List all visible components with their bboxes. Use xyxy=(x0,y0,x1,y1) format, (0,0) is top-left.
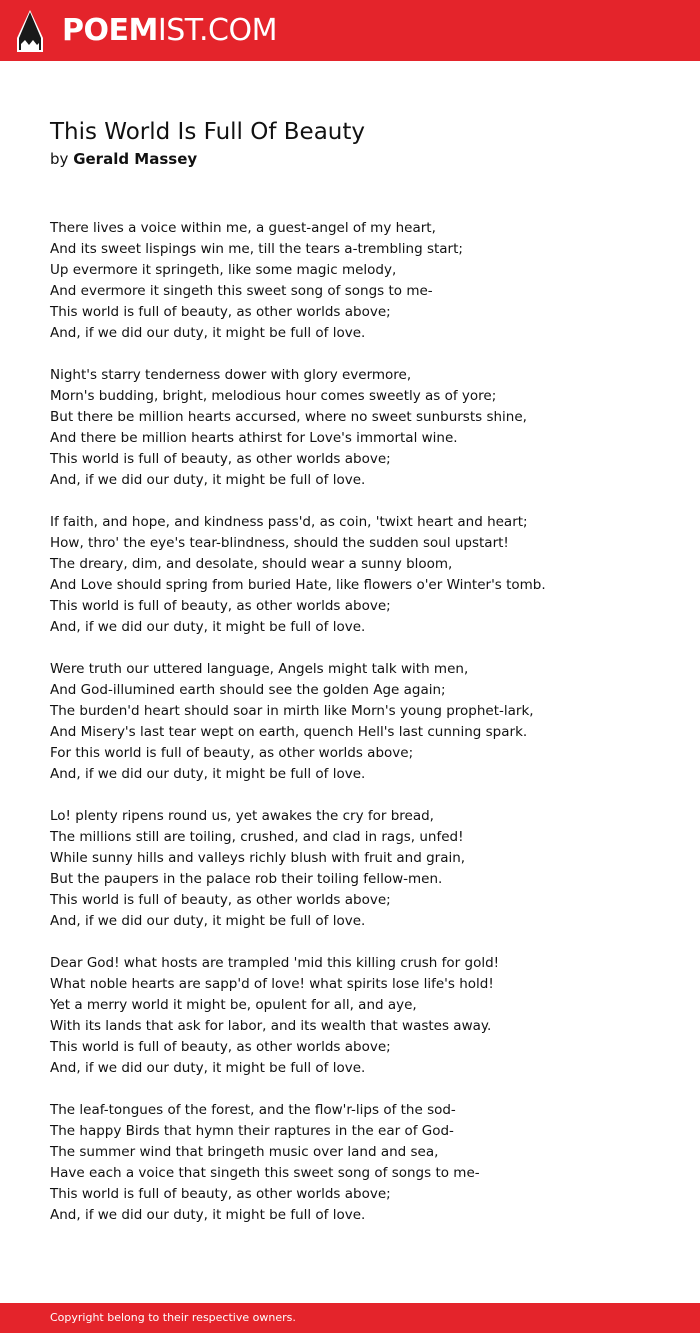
poem-line: Morn's budding, bright, melodious hour comes sweetly as of yore; xyxy=(50,388,497,404)
logo-light-text: IST.COM xyxy=(157,13,277,48)
poem-line: This world is full of beauty, as other worlds above; xyxy=(50,892,391,908)
poem-line: This world is full of beauty, as other worlds above; xyxy=(50,451,391,467)
poem-line: Yet a merry world it might be, opulent for all, and aye, xyxy=(50,997,417,1013)
poem-line: The happy Birds that hymn their raptures in the ear of God- xyxy=(50,1123,454,1139)
by-label: by xyxy=(50,150,69,168)
poem-line: Have each a voice that singeth this sweet song of songs to me- xyxy=(50,1165,480,1181)
poem-line: This world is full of beauty, as other worlds above; xyxy=(50,1039,391,1055)
poem-line: But there be million hearts accursed, where no sweet sunbursts shine, xyxy=(50,409,527,425)
poem-line: And evermore it singeth this sweet song of songs to me- xyxy=(50,283,433,299)
stanza xyxy=(50,512,680,638)
poem-line: And, if we did our duty, it might be full of love. xyxy=(50,619,366,635)
poem-line: And, if we did our duty, it might be full of love. xyxy=(50,1060,366,1076)
poem-line: Were truth our uttered language, Angels might talk with men, xyxy=(50,661,469,677)
poem-line: The millions still are toiling, crushed, and clad in rags, unfed! xyxy=(50,829,464,845)
poem-line: The burden'd heart should soar in mirth like Morn's young prophet-lark, xyxy=(50,703,534,719)
poem-line: How, thro' the eye's tear-blindness, should the sudden soul upstart! xyxy=(50,535,509,551)
poem-line: Dear God! what hosts are trampled 'mid this killing crush for gold! xyxy=(50,955,500,971)
poem-line: And, if we did our duty, it might be full of love. xyxy=(50,913,366,929)
stanza xyxy=(50,365,680,491)
poem-line: And Love should spring from buried Hate, like flowers o'er Winter's tomb. xyxy=(50,577,546,593)
site-header xyxy=(0,0,700,61)
stanza xyxy=(50,1100,680,1226)
poem-line: This world is full of beauty, as other worlds above; xyxy=(50,598,391,614)
poem-line: With its lands that ask for labor, and its wealth that wastes away. xyxy=(50,1018,492,1034)
stanza xyxy=(50,953,680,1079)
poem-body xyxy=(50,218,680,1247)
poem-line: And there be million hearts athirst for Love's immortal wine. xyxy=(50,430,458,446)
stanza xyxy=(50,659,680,785)
poem-line: This world is full of beauty, as other worlds above; xyxy=(50,304,391,320)
author-name: Gerald Massey xyxy=(73,150,198,168)
poem-line: There lives a voice within me, a guest-angel of my heart, xyxy=(50,220,436,236)
stanza xyxy=(50,806,680,932)
poem-line: But the paupers in the palace rob their toiling fellow-men. xyxy=(50,871,443,887)
poem-line: The dreary, dim, and desolate, should wear a sunny bloom, xyxy=(50,556,453,572)
poem-line: And, if we did our duty, it might be full of love. xyxy=(50,766,366,782)
site-logo[interactable] xyxy=(62,13,277,49)
poem-line: The leaf-tongues of the forest, and the flow'r-lips of the sod- xyxy=(50,1102,456,1118)
poem-line: Up evermore it springeth, like some magic melody, xyxy=(50,262,397,278)
poem-line: And, if we did our duty, it might be full of love. xyxy=(50,325,366,341)
site-footer xyxy=(0,1303,700,1333)
copyright-text: Copyright belong to their respective owners. xyxy=(50,1311,296,1324)
poem-line: And its sweet lispings win me, till the tears a-trembling start; xyxy=(50,241,463,257)
poem-line: And Misery's last tear wept on earth, quench Hell's last cunning spark. xyxy=(50,724,528,740)
poem-line: The summer wind that bringeth music over land and sea, xyxy=(50,1144,439,1160)
poem-line: Lo! plenty ripens round us, yet awakes the cry for bread, xyxy=(50,808,434,824)
poem-line: And, if we did our duty, it might be full of love. xyxy=(50,1207,366,1223)
poem-line: For this world is full of beauty, as other worlds above; xyxy=(50,745,414,761)
pencil-tip-icon[interactable] xyxy=(17,10,43,52)
poem-line: And, if we did our duty, it might be full of love. xyxy=(50,472,366,488)
stanza xyxy=(50,218,680,344)
byline xyxy=(50,149,197,169)
logo-bold-text: POEM xyxy=(62,13,158,48)
poem-title: This World Is Full Of Beauty xyxy=(50,119,365,145)
poem-line: And God-illumined earth should see the golden Age again; xyxy=(50,682,446,698)
poem-line: This world is full of beauty, as other worlds above; xyxy=(50,1186,391,1202)
poem-line: If faith, and hope, and kindness pass'd, as coin, 'twixt heart and heart; xyxy=(50,514,528,530)
poem-line: What noble hearts are sapp'd of love! what spirits lose life's hold! xyxy=(50,976,494,992)
poem-line: While sunny hills and valleys richly blush with fruit and grain, xyxy=(50,850,466,866)
poem-line: Night's starry tenderness dower with glory evermore, xyxy=(50,367,412,383)
